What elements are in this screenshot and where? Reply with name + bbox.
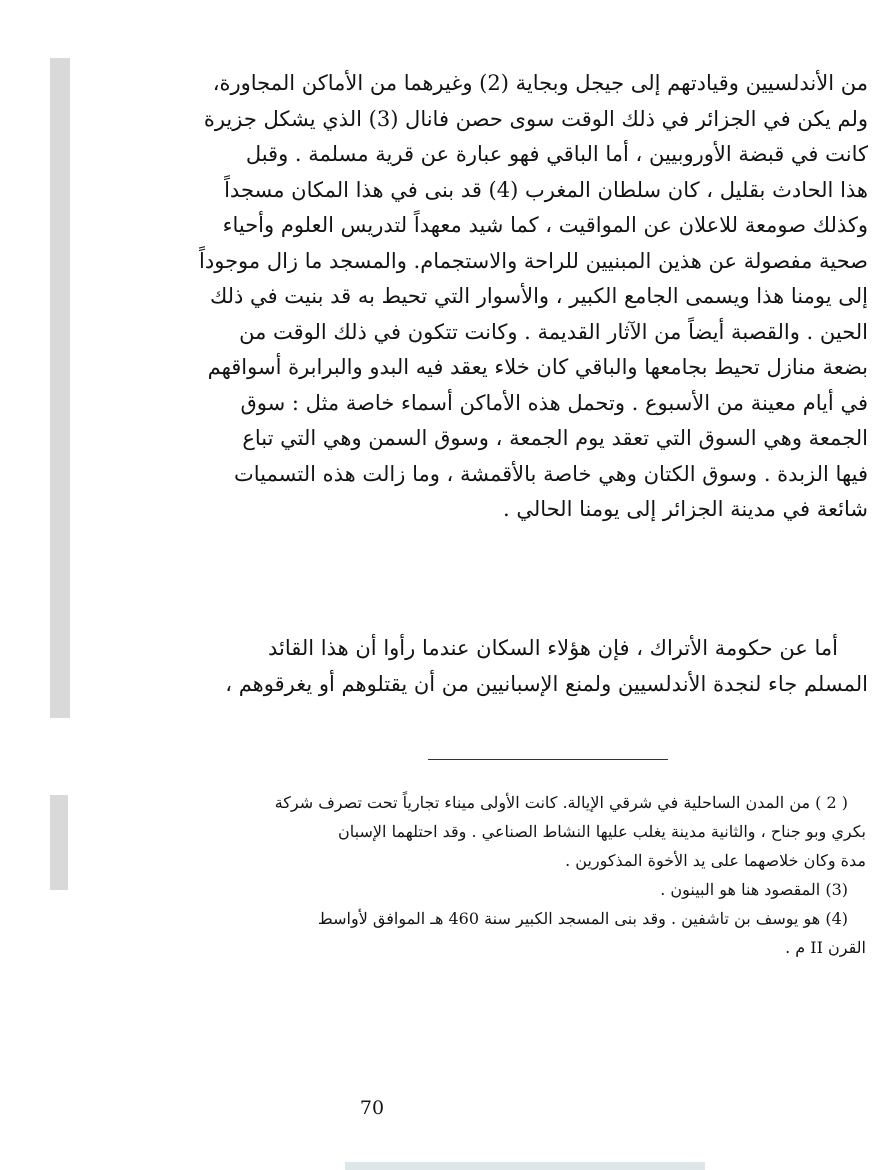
page-number: 70: [359, 1097, 385, 1119]
footnote-line: مدة وكان خلاصهما على يد الأخوة المذكورين .: [565, 851, 866, 870]
text-line: الحين . والقصبة أيضاً من الآثار القديمة . وكانت تتكون في ذلك الوقت من: [239, 319, 868, 344]
footnote-divider: [428, 759, 668, 760]
text-line: صحية مفصولة عن هذين المبنيين للراحة والاستجمام. والمسجد ما زال موجوداً: [199, 248, 868, 273]
text-line: بضعة منازل تحيط بجامعها والباقي كان خلاء يعقد فيه البدو والبرابرة أسواقهم: [207, 355, 868, 379]
text-line: ولم يكن في الجزائر في ذلك الوقت سوى حصن فانال (3) الذي يشكل جزيرة: [203, 106, 868, 131]
text-line: هذا الحادث بقليل ، كان سلطان المغرب (4) قد بنى في هذا المكان مسجداً: [224, 177, 868, 202]
text-line: وكذلك صومعة للاعلان عن المواقيت ، كما شيد معهداً لتدريس العلوم وأحياء: [222, 213, 868, 237]
text-line: في أيام معينة من الأسبوع . وتحمل هذه الأماكن أسماء خاصة مثل : سوق: [240, 390, 868, 415]
footnote-line: القرن II م .: [785, 938, 866, 957]
text-line: كانت في قبضة الأوروبيين ، أما الباقي فهو عبارة عن قرية مسلمة . وقبل: [245, 142, 868, 166]
footnote-line: بكري وبو جناح ، والثانية مدينة يغلب عليها النشاط الصناعي . وقد احتلهما الإسبان: [338, 822, 866, 841]
text-line: إلى يومنا هذا ويسمى الجامع الكبير ، والأسوار التي تحيط به قد بنيت في ذلك: [209, 284, 868, 308]
footnote-line: ( 2 ) من المدن الساحلية في شرقي الإيالة. كانت الأولى ميناء تجارياً تحت تصرف شركة: [274, 793, 848, 812]
text-line: شائعة في مدينة الجزائر إلى يومنا الحالي .: [502, 497, 868, 521]
scan-shadow: [50, 58, 70, 718]
text-line: أما عن حكومة الأتراك ، فإن هؤلاء السكان عندما رأوا أن هذا القائد: [267, 636, 838, 660]
footnotes: [66, 788, 866, 962]
text-line: فيها الزبدة . وسوق الكتان وهي خاصة بالأقمشة ، وما زالت هذه التسميات: [234, 461, 868, 486]
footnote-line: (3) المقصود هنا هو البينون .: [660, 880, 848, 899]
main-paragraph: [68, 66, 868, 528]
second-paragraph: [68, 630, 868, 702]
scan-edge: [345, 1162, 705, 1170]
text-line: المسلم جاء لنجدة الأندلسيين ولمنع الإسبانيين من أن يقتلوهم أو يغرقوهم ،: [225, 672, 868, 696]
text-line: الجمعة وهي السوق التي تعقد يوم الجمعة ، وسوق السمن وهي التي تباع: [242, 426, 868, 450]
footnote-line: (4) هو يوسف بن تاشفين . وقد بنى المسجد الكبير سنة 460 هـ الموافق لأواسط: [317, 909, 848, 928]
text-line: من الأندلسيين وقيادتهم إلى جيجل وبجاية (2) وغيرهما من الأماكن المجاورة،: [212, 71, 868, 95]
